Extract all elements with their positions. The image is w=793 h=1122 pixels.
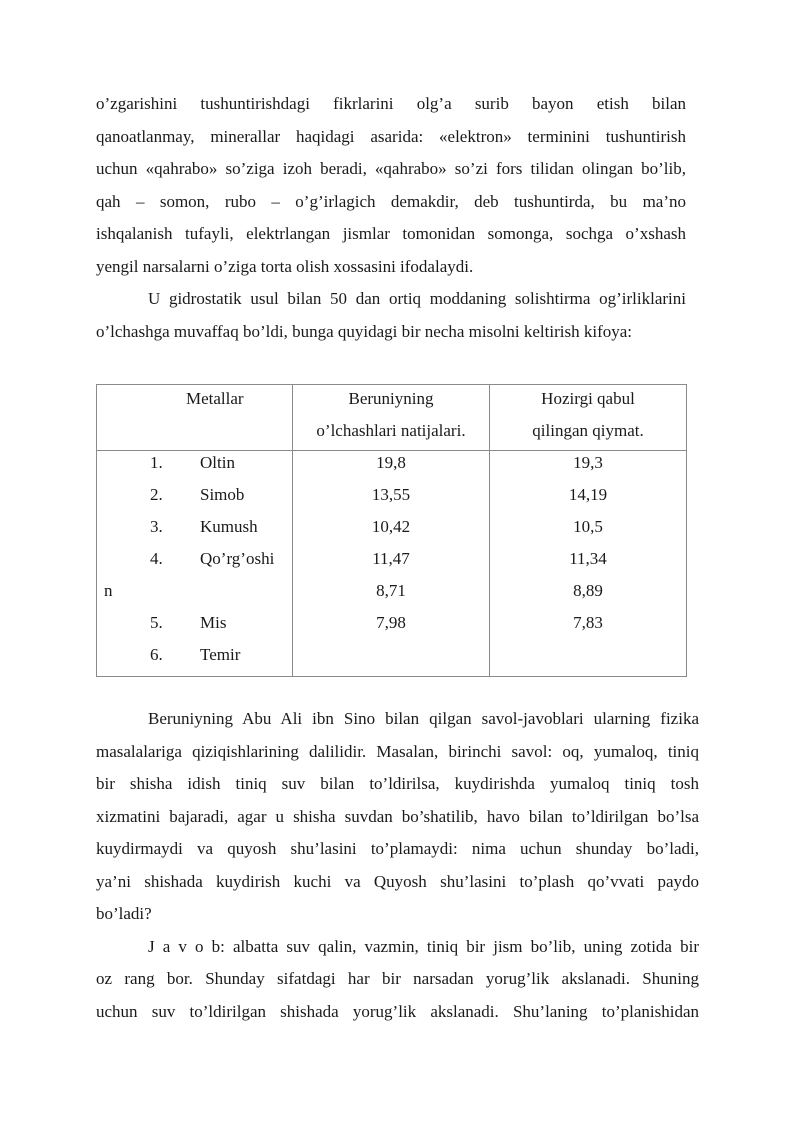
text-line: Beruniyning Abu Ali ibn Sino bilan qilgan savol-javoblari ularning fizika [148, 709, 699, 728]
table-row-modern-value: 19,3 [573, 453, 603, 472]
paragraph-1 [96, 88, 686, 283]
text-line: U gidrostatik usul bilan 50 dan ortiq moddaning solishtirma og’irliklarini [148, 289, 686, 308]
table-row-modern-value: 14,19 [568, 485, 608, 504]
table-row-beruni-value: 7,98 [376, 613, 406, 632]
table-row-modern-value: 7,83 [573, 613, 603, 632]
table-row-modern-value: 11,34 [569, 549, 607, 568]
stray-character: n [104, 581, 113, 600]
text-line: ishqalanish tufayli, elektrlangan jismlar tomonidan somonga, sochga o’xshash [96, 224, 686, 243]
table-row-beruni-value: 8,71 [376, 581, 406, 600]
table-row-number: 2. [150, 485, 163, 504]
table-row-number: 5. [150, 613, 163, 632]
text-line: J a v o b: albatta suv qalin, vazmin, tiniq bir jism bo’lib, uning zotida bir [148, 936, 699, 956]
text-line: kuydirmaydi va quyosh shu’lasini to’plamaydi: nima uchun shunday bo’ladi, [96, 839, 699, 858]
text-line: oz rang bor. Shunday sifatdagi har bir narsadan yorug’lik akslanadi. Shuning [96, 969, 699, 988]
text-line: o’zgarishini tushuntirishdagi fikrlarini olg’a surib bayon etish bilan [96, 94, 686, 113]
table-row-metal: Kumush [200, 517, 258, 536]
table-row-beruni-value: 11,47 [372, 549, 410, 568]
table-row-beruni-value: 13,55 [371, 485, 411, 504]
text-line: masalalariga qiziqishlarining dalilidir. Masalan, birinchi savol: oq, yumaloq, tiniq [96, 741, 699, 761]
text-line: uchun «qahrabo» so’ziga izoh beradi, «qahrabo» so’zi fors tilidan olingan bo’lib, [96, 159, 686, 178]
document-body-top [96, 88, 686, 348]
table-row-beruni-value: 10,42 [371, 517, 411, 536]
table-row-modern-value: 8,89 [573, 581, 603, 600]
text-line: xizmatini bajaradi, agar u shisha suvdan bo’shatilib, havo bilan to’ldirilgan bo’lsa [96, 806, 699, 826]
table-row-metal: Simob [200, 485, 245, 504]
paragraph-3 [96, 703, 699, 931]
text-line: qah – somon, rubo – o’g’irlagich demakdir, deb tushuntirda, bu ma’no [96, 191, 686, 211]
table-header-beruni: Beruniyning [348, 389, 434, 408]
table-header-metals: Metallar [186, 389, 244, 408]
table-row-number: 3. [150, 517, 163, 536]
table-header-beruni-line2: o’lchashlari natijalari. [316, 421, 466, 440]
table-header-modern-line2: qilingan qiymat. [532, 421, 644, 440]
text-line: uchun suv to’ldirilgan shishada yorug’lik akslanadi. Shu’laning to’planishidan [96, 1001, 699, 1021]
text-line: qanoatlanmay, minerallar haqidagi asarida: «elektron» terminini tushuntirish [96, 126, 686, 146]
metals-density-table [96, 384, 687, 677]
table-row-number: 6. [150, 645, 163, 664]
text-line: bo’ladi? [96, 904, 152, 923]
table-row-metal: Mis [200, 613, 227, 632]
text-line: bir shisha idish tiniq suv bilan to’ldirilsa, kuydirishda yumaloq tiniq tosh [96, 774, 699, 793]
table-header-modern: Hozirgi qabul [541, 389, 635, 408]
table-row-metal: Temir [200, 645, 241, 664]
table-row-number: 1. [150, 453, 163, 472]
text-line: ya’ni shishada kuydirish kuchi va Quyosh shu’lasini to’plash qo’vvati paydo [96, 871, 699, 891]
table-row-number: 4. [150, 549, 163, 568]
text-line: o’lchashga muvaffaq bo’ldi, bunga quyidagi bir necha misolni keltirish kifoya: [96, 321, 633, 341]
paragraph-4 [96, 931, 699, 1029]
table-row-metal: Oltin [200, 453, 235, 472]
table-header-divider [97, 450, 686, 451]
table-row-modern-value: 10,5 [573, 517, 603, 536]
document-body-bottom [96, 703, 699, 1028]
text-line: yengil narsalarni o’ziga torta olish xossasini ifodalaydi. [96, 256, 474, 276]
paragraph-2 [96, 283, 686, 348]
table-row-beruni-value: 19,8 [376, 453, 406, 472]
table-row-metal: Qo’rg’oshi [200, 549, 275, 568]
